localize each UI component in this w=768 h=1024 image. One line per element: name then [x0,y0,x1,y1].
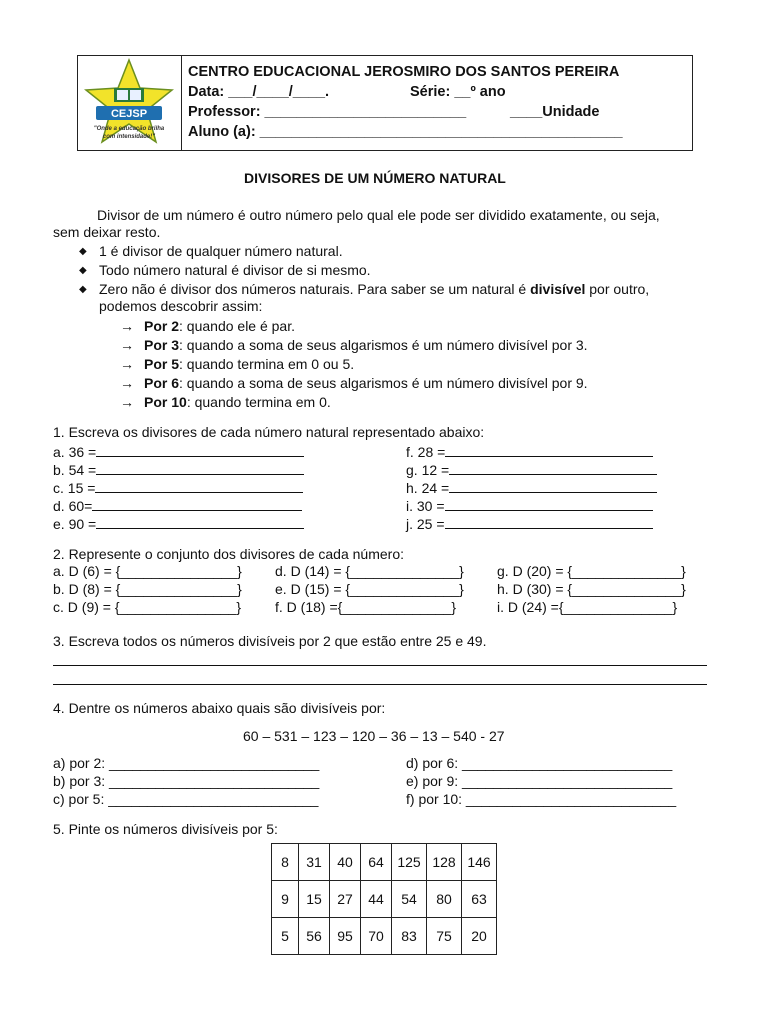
q1-item[interactable]: c. 15 = [53,479,303,496]
q2-item[interactable]: g. D (20) = {______________} [497,563,686,579]
q1-item[interactable]: e. 90 = [53,515,304,532]
grid-cell[interactable]: 56 [299,918,330,955]
arrow-icon: → [120,337,134,353]
grid-cell[interactable]: 44 [361,881,392,918]
rule-por-3: Por 3: quando a soma de seus algarismos é um número divisível por 3. [144,337,588,353]
grid-cell[interactable]: 20 [462,918,497,955]
logo-text: CEJSP [110,108,148,120]
q3-prompt: 3. Escreva todos os números divisíveis por 2 que estão entre 25 e 49. [53,633,487,649]
q5-prompt: 5. Pinte os números divisíveis por 5: [53,821,278,837]
q3-answer-line-2[interactable] [53,684,707,685]
q1-item[interactable]: h. 24 = [406,479,657,496]
grid-cell[interactable]: 83 [392,918,427,955]
q4-item[interactable]: d) por 6: ___________________________ [406,755,673,771]
grid-cell[interactable]: 15 [299,881,330,918]
page-title: DIVISORES DE UM NÚMERO NATURAL [244,170,506,186]
professor-field: Professor: _________________________ [188,104,467,120]
bullet-icon: ◆ [79,265,87,276]
grid-cell[interactable]: 54 [392,881,427,918]
rule-por-2: Por 2: quando ele é par. [144,318,296,334]
header-box [77,55,693,151]
bullet-icon: ◆ [79,246,87,257]
q1-item[interactable]: j. 25 = [406,515,653,532]
grid-cell[interactable]: 125 [392,844,427,881]
grid-cell[interactable]: 40 [330,844,361,881]
q4-item[interactable]: b) por 3: ___________________________ [53,773,320,789]
grid-cell[interactable]: 5 [272,918,299,955]
q2-item[interactable]: d. D (14) = {______________} [275,563,464,579]
unidade-field: ____Unidade [510,104,600,120]
q1-item[interactable]: d. 60= [53,497,302,514]
q2-item[interactable]: i. D (24) ={______________} [497,599,678,615]
rule-por-6: Por 6: quando a soma de seus algarismos é um número divisível por 9. [144,375,588,391]
grid-cell[interactable]: 146 [462,844,497,881]
q4-number-list: 60 – 531 – 123 – 120 – 36 – 13 – 540 - 27 [243,728,505,744]
q4-item[interactable]: e) por 9: ___________________________ [406,773,673,789]
grid-cell[interactable]: 8 [272,844,299,881]
arrow-icon: → [120,356,134,372]
grid-cell[interactable]: 63 [462,881,497,918]
grid-cell[interactable]: 128 [427,844,462,881]
logo-cell [78,56,182,150]
table-row [272,844,497,881]
q2-item[interactable]: h. D (30) = {______________} [497,581,686,597]
svg-text:"Onde a educação brilha: "Onde a educação brilha [93,126,165,132]
grid-cell[interactable]: 75 [427,918,462,955]
q2-item[interactable]: c. D (9) = {_______________} [53,599,241,615]
q1-item[interactable]: b. 54 = [53,461,304,478]
grid-cell[interactable]: 27 [330,881,361,918]
bullet-1: 1 é divisor de qualquer número natural. [99,243,343,259]
date-field: Data: ___/____/____. [188,84,330,100]
grid-cell[interactable]: 80 [427,881,462,918]
bullet-3: Zero não é divisor dos números naturais. Para saber se um natural é divisível por outro, [99,281,650,297]
q4-prompt: 4. Dentre os números abaixo quais são divisíveis por: [53,700,386,716]
rule-por-5: Por 5: quando termina em 0 ou 5. [144,356,355,372]
school-name: CENTRO EDUCACIONAL JEROSMIRO DOS SANTOS PEREIRA [188,64,620,80]
svg-text:com intensidade!": com intensidade!" [102,134,156,140]
grid-cell[interactable]: 95 [330,918,361,955]
q1-item[interactable]: f. 28 = [406,443,653,460]
arrow-icon: → [120,394,134,410]
aluno-field: Aluno (a): _____________________________________________ [188,124,623,140]
q1-item[interactable]: g. 12 = [406,461,657,478]
q3-answer-line-1[interactable] [53,665,707,666]
q2-item[interactable]: a. D (6) = {_______________} [53,563,242,579]
q4-item[interactable]: f) por 10: ___________________________ [406,791,677,807]
rule-por-10: Por 10: quando termina em 0. [144,394,331,410]
q1-item[interactable]: a. 36 = [53,443,304,460]
q2-item[interactable]: b. D (8) = {_______________} [53,581,242,597]
q2-prompt: 2. Represente o conjunto dos divisores de cada número: [53,546,404,562]
number-grid [271,843,497,955]
intro-line-2: sem deixar resto. [53,224,161,240]
grid-cell[interactable]: 31 [299,844,330,881]
school-logo [78,56,180,150]
q1-prompt: 1. Escreva os divisores de cada número natural representado abaixo: [53,424,485,440]
grid-cell[interactable]: 70 [361,918,392,955]
grid-cell[interactable]: 9 [272,881,299,918]
table-row [272,881,497,918]
q4-item[interactable]: c) por 5: ___________________________ [53,791,319,807]
table-row [272,918,497,955]
serie-field: Série: __º ano [410,84,506,100]
grid-cell[interactable]: 64 [361,844,392,881]
arrow-icon: → [120,318,134,334]
q2-item[interactable]: f. D (18) ={______________} [275,599,456,615]
arrow-icon: → [120,375,134,391]
bullet-3-line-2: podemos descobrir assim: [99,298,263,314]
bullet-2: Todo número natural é divisor de si mesmo. [99,262,371,278]
q4-item[interactable]: a) por 2: ___________________________ [53,755,320,771]
q2-item[interactable]: e. D (15) = {______________} [275,581,464,597]
intro-line-1: Divisor de um número é outro número pelo qual ele pode ser dividido exatamente, ou seja, [97,207,660,223]
bullet-icon: ◆ [79,284,87,295]
q1-item[interactable]: i. 30 = [406,497,653,514]
